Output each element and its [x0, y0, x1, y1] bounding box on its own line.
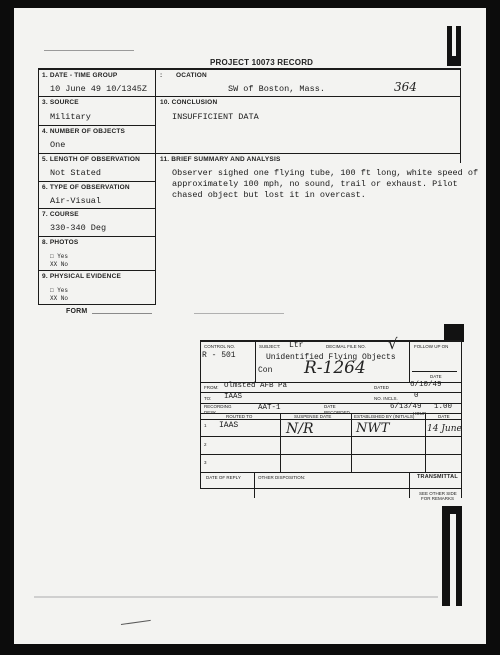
date-time-label: 1. DATE - TIME GROUP	[42, 72, 118, 79]
recording-value: AAT-1	[258, 404, 281, 412]
desk-label: DESK	[204, 410, 217, 415]
dated-value: 6/10/49	[410, 381, 442, 389]
photos-yes-checkbox: □ Yes	[50, 253, 69, 260]
length-value: Not Stated	[50, 168, 102, 178]
summary-line-3: chased object but lost it in overcast.	[172, 190, 366, 200]
summary-line-2: approximately 100 mph, no sound, trail or exhaust. Pilot	[172, 179, 458, 189]
photos-no-checkbox: XX No	[50, 261, 69, 268]
recorded-label: RECORDED	[324, 410, 350, 415]
routed-to-label: ROUTED TO	[226, 414, 253, 419]
to-label: TO:	[204, 396, 212, 401]
row-1-date: 14 June	[427, 424, 462, 434]
to-value: IAAS	[224, 393, 243, 401]
summary-line-1: Observer sighed one flying tube, 100 ft long, white speed of	[172, 168, 479, 178]
photos-label: 8. PHOTOS	[42, 239, 79, 246]
subject-label: SUBJECT:	[259, 344, 281, 349]
from-label: FROM:	[204, 385, 219, 390]
conclusion-label: 10. CONCLUSION	[160, 99, 218, 106]
control-no-value: R - 501	[202, 351, 236, 360]
source-label: 3. SOURCE	[42, 99, 79, 106]
row-3-number: 3	[204, 460, 207, 465]
subject-line: Unidentified Flying Objects	[266, 353, 396, 362]
physical-no-checkbox: XX No	[50, 295, 69, 302]
see-other-side-label: SEE OTHER SIDE	[419, 491, 457, 496]
transmittal-label: TRANSMITTAL	[417, 474, 458, 480]
no-incls-label: NO. INCLS.	[374, 396, 398, 401]
location-value: SW of Boston, Mass.	[228, 84, 325, 94]
recording-label: RECORDING	[204, 404, 232, 409]
source-value: Military	[50, 112, 91, 122]
recorded-value: 6/13/49	[390, 403, 422, 411]
location-label: OCATION	[176, 72, 207, 79]
num-objects-label: 4. NUMBER OF OBJECTS	[42, 128, 126, 135]
form-footer-label: FORM	[66, 308, 88, 315]
summary-label: 11. BRIEF SUMMARY AND ANALYSIS	[160, 156, 281, 163]
subject-value: Ltr	[289, 341, 304, 350]
row-1-number: 1	[204, 423, 207, 428]
location-number: 364	[394, 80, 417, 94]
dated-label: DATED	[374, 385, 389, 390]
handwritten-record-number: R-1264	[304, 358, 366, 378]
course-value: 330-340 Deg	[50, 223, 107, 233]
follow-up-date-label: DATE	[430, 374, 442, 379]
conclusion-value: INSUFFICIENT DATA	[172, 112, 259, 122]
row-2-number: 2	[204, 442, 207, 447]
document-page: PROJECT 10073 RECORD 1. DATE - TIME GROUP 10 June 49 10/1345Z : OCATION SW of Boston, Mass. 364 3. SOURCE Military 10. CONCLUSION INSUFFICIENT DATA 4. NUMBER OF OBJECTS One 5. LENGTH OF OBSERVATION Not Stated 11. BRIEF SUMMARY AND ANALYSIS Observer sighed one flying tube, 100 ft long, white speed of approximately 100 mph, no sound, trail or exhaust. Pilot chased object but lost it in overcast. 6. TYPE OF OBSERVATION Air-Visual 7. COURSE 330-340 Deg 8. PHOTOS □ Yes XX No 9. PHYSICAL EVIDENCE □ Yes XX No FORM CONTROL NO. R - 501 SUBJECT: Ltr DECIMAL FILE NO. √ FOLLOW UP ON Unidentified Flying Objects Con R-1264 DATE FROM: Olmsted AFB Pa DATED 6/10/49 TO: IAAS NO. INCLS. 0 RECORDING DESK AAT-1 DATE RECORDED 6/13/49 1.00 HOUR ROUTED TO SUSPENSE DATE ESTABLISHED BY (INITIALS) DATE 1 IAAS N/R NWT 14 June 2 3 DATE OF REPLY OTHER DISPOSITION: TRANSMITTAL SEE OTHER SIDE FOR REMARKS	[14, 8, 486, 644]
control-no-label: CONTROL NO.	[204, 344, 236, 349]
follow-up-label: FOLLOW UP ON	[414, 344, 449, 349]
type-label: 6. TYPE OF OBSERVATION	[42, 184, 130, 191]
no-incls-value: 0	[414, 392, 419, 400]
row-1-suspense: N/R	[286, 421, 314, 437]
other-disposition-label: OTHER DISPOSITION:	[258, 475, 306, 480]
for-remarks-label: FOR REMARKS	[421, 496, 455, 501]
physical-yes-checkbox: □ Yes	[50, 287, 69, 294]
physical-evidence-label: 9. PHYSICAL EVIDENCE	[42, 273, 122, 280]
suspense-date-label: SUSPENSE DATE	[294, 414, 332, 419]
routing-date-label: DATE	[438, 414, 450, 419]
length-label: 5. LENGTH OF OBSERVATION	[42, 156, 140, 163]
row-1-routed-to: IAAS	[219, 421, 239, 430]
type-value: Air-Visual	[50, 196, 102, 206]
recorded-time: 1.00	[434, 403, 453, 411]
from-value: Olmsted AFB Pa	[224, 382, 288, 390]
decimal-file-label: DECIMAL FILE NO.	[326, 344, 366, 349]
con-value: Con	[258, 366, 273, 375]
course-label: 7. COURSE	[42, 211, 79, 218]
form-title: PROJECT 10073 RECORD	[210, 58, 314, 67]
row-1-initials: NWT	[356, 421, 390, 436]
established-by-label: ESTABLISHED BY (INITIALS)	[354, 414, 415, 419]
hour-label: HOUR	[413, 411, 427, 416]
date-of-reply-label: DATE OF REPLY	[206, 475, 241, 480]
date-time-value: 10 June 49 10/1345Z	[50, 84, 147, 94]
recorded-date-label: DATE	[324, 404, 336, 409]
num-objects-value: One	[50, 140, 66, 150]
check-mark: √	[388, 335, 398, 353]
